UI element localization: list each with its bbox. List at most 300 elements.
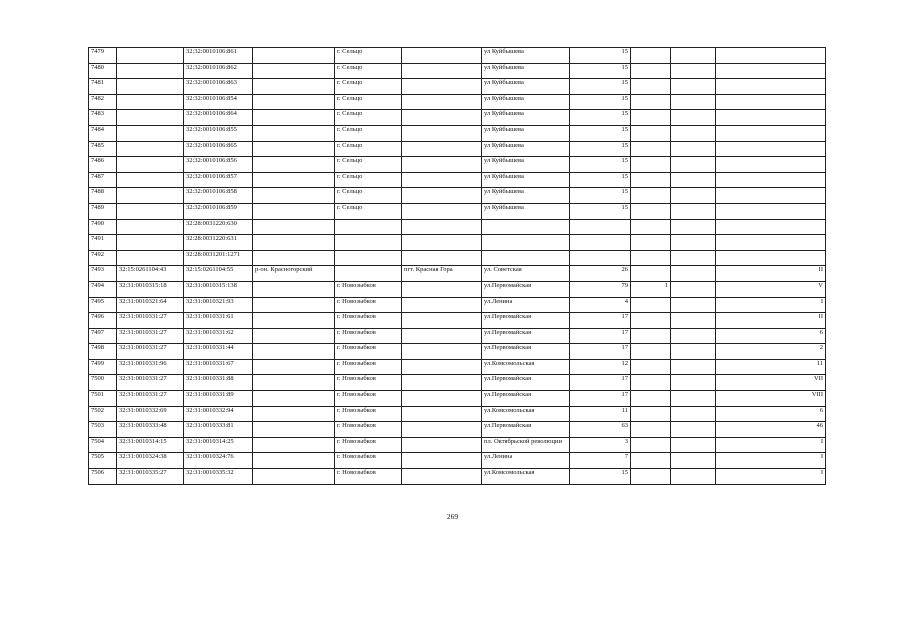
building-cell xyxy=(631,328,671,344)
parcel-cadastral-number-cell xyxy=(117,94,184,110)
building-cell xyxy=(631,203,671,219)
extra-cell xyxy=(671,94,716,110)
street-cell xyxy=(482,219,570,235)
street-cell: ул. Советская xyxy=(482,266,570,282)
cadastral-number-cell: 32:15:0261104:55 xyxy=(184,266,253,282)
parcel-cadastral-number-cell: 32:31:0010331:96 xyxy=(117,359,184,375)
house-number-cell: 17 xyxy=(570,313,631,329)
building-cell xyxy=(631,344,671,360)
extra-cell xyxy=(671,281,716,297)
record-number-cell: 7493 xyxy=(89,266,117,282)
district-cell xyxy=(253,281,335,297)
table-row xyxy=(89,172,826,188)
table-row xyxy=(89,141,826,157)
record-number-cell: 7489 xyxy=(89,203,117,219)
district-cell xyxy=(253,188,335,204)
street-cell xyxy=(482,250,570,266)
record-number-cell: 7486 xyxy=(89,157,117,173)
parcel-cadastral-number-cell xyxy=(117,157,184,173)
city-cell: г. Новозыбков xyxy=(335,375,402,391)
premises-number-cell xyxy=(716,219,826,235)
building-cell xyxy=(631,250,671,266)
premises-number-cell xyxy=(716,250,826,266)
building-cell xyxy=(631,375,671,391)
premises-number-cell xyxy=(716,63,826,79)
street-cell: ул Куйбышева xyxy=(482,125,570,141)
city-cell: г. Новозыбков xyxy=(335,281,402,297)
settlement-cell xyxy=(402,94,482,110)
district-cell xyxy=(253,328,335,344)
extra-cell xyxy=(671,79,716,95)
street-cell: пл. Октябрьской революции xyxy=(482,437,570,453)
extra-cell xyxy=(671,203,716,219)
parcel-cadastral-number-cell: 32:31:0010315:18 xyxy=(117,281,184,297)
cadastral-number-cell: 32:31:0010332:94 xyxy=(184,406,253,422)
street-cell: ул.Первомайская xyxy=(482,281,570,297)
table-row xyxy=(89,297,826,313)
page-number: 269 xyxy=(446,512,459,521)
city-cell xyxy=(335,219,402,235)
parcel-cadastral-number-cell: 32:31:0010335:27 xyxy=(117,469,184,485)
district-cell xyxy=(253,63,335,79)
extra-cell xyxy=(671,297,716,313)
settlement-cell xyxy=(402,328,482,344)
extra-cell xyxy=(671,250,716,266)
house-number-cell: 15 xyxy=(570,172,631,188)
premises-number-cell xyxy=(716,172,826,188)
premises-number-cell xyxy=(716,48,826,64)
premises-number-cell xyxy=(716,125,826,141)
house-number-cell: 15 xyxy=(570,157,631,173)
table-row xyxy=(89,344,826,360)
city-cell: г. Сельцо xyxy=(335,203,402,219)
cadastral-number-cell: 32:32:0010106:863 xyxy=(184,79,253,95)
settlement-cell xyxy=(402,110,482,126)
house-number-cell: 15 xyxy=(570,141,631,157)
table-row xyxy=(89,79,826,95)
cadastral-number-cell: 32:31:0010335:32 xyxy=(184,469,253,485)
house-number-cell: 17 xyxy=(570,344,631,360)
building-cell xyxy=(631,406,671,422)
record-number-cell: 7484 xyxy=(89,125,117,141)
city-cell: г. Новозыбков xyxy=(335,297,402,313)
city-cell: г. Новозыбков xyxy=(335,406,402,422)
district-cell xyxy=(253,110,335,126)
house-number-cell: 4 xyxy=(570,297,631,313)
city-cell: г. Новозыбков xyxy=(335,469,402,485)
premises-number-cell: I xyxy=(716,453,826,469)
cadastral-number-cell: 32:32:0010106:865 xyxy=(184,141,253,157)
city-cell: г. Новозыбков xyxy=(335,453,402,469)
record-number-cell: 7494 xyxy=(89,281,117,297)
parcel-cadastral-number-cell: 32:31:0010331:27 xyxy=(117,313,184,329)
city-cell: г. Новозыбков xyxy=(335,437,402,453)
table-row xyxy=(89,422,826,438)
cadastral-number-cell: 32:32:0010106:859 xyxy=(184,203,253,219)
cadastral-number-cell: 32:32:0010106:854 xyxy=(184,94,253,110)
house-number-cell: 63 xyxy=(570,422,631,438)
table-row xyxy=(89,110,826,126)
record-number-cell: 7503 xyxy=(89,422,117,438)
city-cell: г. Новозыбков xyxy=(335,313,402,329)
settlement-cell xyxy=(402,79,482,95)
record-number-cell: 7501 xyxy=(89,391,117,407)
cadastral-number-cell: 32:31:0010314:25 xyxy=(184,437,253,453)
parcel-cadastral-number-cell xyxy=(117,79,184,95)
parcel-cadastral-number-cell xyxy=(117,172,184,188)
district-cell xyxy=(253,125,335,141)
extra-cell xyxy=(671,266,716,282)
city-cell: г. Сельцо xyxy=(335,94,402,110)
district-cell xyxy=(253,297,335,313)
parcel-cadastral-number-cell xyxy=(117,110,184,126)
house-number-cell: 15 xyxy=(570,188,631,204)
extra-cell xyxy=(671,110,716,126)
parcel-cadastral-number-cell xyxy=(117,219,184,235)
house-number-cell: 79 xyxy=(570,281,631,297)
street-cell: ул.Первомайская xyxy=(482,344,570,360)
house-number-cell: 15 xyxy=(570,469,631,485)
house-number-cell: 12 xyxy=(570,359,631,375)
table-row xyxy=(89,328,826,344)
house-number-cell: 26 xyxy=(570,266,631,282)
district-cell xyxy=(253,203,335,219)
premises-number-cell xyxy=(716,188,826,204)
parcel-cadastral-number-cell: 32:31:0010332:69 xyxy=(117,406,184,422)
table-row xyxy=(89,63,826,79)
extra-cell xyxy=(671,188,716,204)
building-cell xyxy=(631,157,671,173)
house-number-cell: 7 xyxy=(570,453,631,469)
city-cell xyxy=(335,266,402,282)
settlement-cell xyxy=(402,375,482,391)
settlement-cell xyxy=(402,219,482,235)
parcel-cadastral-number-cell xyxy=(117,48,184,64)
house-number-cell: 17 xyxy=(570,328,631,344)
settlement-cell xyxy=(402,297,482,313)
building-cell xyxy=(631,469,671,485)
district-cell xyxy=(253,94,335,110)
extra-cell xyxy=(671,359,716,375)
table-row xyxy=(89,281,826,297)
district-cell xyxy=(253,219,335,235)
table-row xyxy=(89,469,826,485)
street-cell: ул.Комсомольская xyxy=(482,469,570,485)
extra-cell xyxy=(671,157,716,173)
table-row xyxy=(89,266,826,282)
record-number-cell: 7488 xyxy=(89,188,117,204)
registry-table xyxy=(88,47,826,485)
cadastral-number-cell: 32:31:0010324:76 xyxy=(184,453,253,469)
premises-number-cell xyxy=(716,110,826,126)
table-row xyxy=(89,94,826,110)
settlement-cell xyxy=(402,188,482,204)
district-cell xyxy=(253,422,335,438)
street-cell: ул.Первомайская xyxy=(482,375,570,391)
building-cell xyxy=(631,125,671,141)
building-cell xyxy=(631,437,671,453)
record-number-cell: 7483 xyxy=(89,110,117,126)
record-number-cell: 7502 xyxy=(89,406,117,422)
premises-number-cell: I xyxy=(716,297,826,313)
premises-number-cell: I xyxy=(716,469,826,485)
district-cell: р-он. Красногорский xyxy=(253,266,335,282)
city-cell: г. Новозыбков xyxy=(335,344,402,360)
extra-cell xyxy=(671,422,716,438)
premises-number-cell: II xyxy=(716,313,826,329)
street-cell: ул Куйбышева xyxy=(482,157,570,173)
settlement-cell xyxy=(402,422,482,438)
table-row xyxy=(89,359,826,375)
extra-cell xyxy=(671,235,716,251)
premises-number-cell: 46 xyxy=(716,422,826,438)
cadastral-number-cell: 32:31:0010315:138 xyxy=(184,281,253,297)
city-cell: г. Сельцо xyxy=(335,157,402,173)
record-number-cell: 7480 xyxy=(89,63,117,79)
premises-number-cell: VIII xyxy=(716,391,826,407)
record-number-cell: 7497 xyxy=(89,328,117,344)
district-cell xyxy=(253,79,335,95)
extra-cell xyxy=(671,219,716,235)
extra-cell xyxy=(671,391,716,407)
cadastral-number-cell: 32:31:0010331:44 xyxy=(184,344,253,360)
extra-cell xyxy=(671,125,716,141)
street-cell xyxy=(482,235,570,251)
settlement-cell xyxy=(402,203,482,219)
parcel-cadastral-number-cell: 32:31:0010333:48 xyxy=(117,422,184,438)
cadastral-number-cell: 32:31:0010331:61 xyxy=(184,313,253,329)
street-cell: ул Куйбышева xyxy=(482,79,570,95)
record-number-cell: 7500 xyxy=(89,375,117,391)
city-cell xyxy=(335,250,402,266)
record-number-cell: 7479 xyxy=(89,48,117,64)
record-number-cell: 7492 xyxy=(89,250,117,266)
settlement-cell xyxy=(402,157,482,173)
table-row xyxy=(89,453,826,469)
registry-rows xyxy=(89,48,826,485)
record-number-cell: 7496 xyxy=(89,313,117,329)
city-cell: г. Сельцо xyxy=(335,125,402,141)
district-cell xyxy=(253,313,335,329)
cadastral-number-cell: 32:28:0031201:1271 xyxy=(184,250,253,266)
building-cell xyxy=(631,313,671,329)
extra-cell xyxy=(671,375,716,391)
record-number-cell: 7485 xyxy=(89,141,117,157)
building-cell xyxy=(631,219,671,235)
building-cell xyxy=(631,235,671,251)
building-cell xyxy=(631,422,671,438)
table-row xyxy=(89,219,826,235)
house-number-cell xyxy=(570,235,631,251)
settlement-cell xyxy=(402,250,482,266)
extra-cell xyxy=(671,313,716,329)
district-cell xyxy=(253,453,335,469)
record-number-cell: 7491 xyxy=(89,235,117,251)
city-cell: г. Сельцо xyxy=(335,188,402,204)
record-number-cell: 7490 xyxy=(89,219,117,235)
street-cell: ул.Первомайская xyxy=(482,391,570,407)
premises-number-cell xyxy=(716,79,826,95)
parcel-cadastral-number-cell: 32:31:0010314:15 xyxy=(117,437,184,453)
settlement-cell xyxy=(402,125,482,141)
street-cell: ул Куйбышева xyxy=(482,63,570,79)
extra-cell xyxy=(671,328,716,344)
street-cell: ул.Первомайская xyxy=(482,422,570,438)
cadastral-number-cell: 32:31:0010331:62 xyxy=(184,328,253,344)
table-row xyxy=(89,437,826,453)
building-cell xyxy=(631,266,671,282)
record-number-cell: 7499 xyxy=(89,359,117,375)
building-cell xyxy=(631,94,671,110)
cadastral-number-cell: 32:32:0010106:856 xyxy=(184,157,253,173)
premises-number-cell xyxy=(716,235,826,251)
settlement-cell xyxy=(402,141,482,157)
cadastral-number-cell: 32:31:0010331:88 xyxy=(184,375,253,391)
settlement-cell: пгт. Красная Гора xyxy=(402,266,482,282)
cadastral-number-cell: 32:31:0010331:89 xyxy=(184,391,253,407)
record-number-cell: 7505 xyxy=(89,453,117,469)
cadastral-number-cell: 32:31:0010321:93 xyxy=(184,297,253,313)
district-cell xyxy=(253,157,335,173)
street-cell: ул Куйбышева xyxy=(482,203,570,219)
district-cell xyxy=(253,375,335,391)
street-cell: ул.Комсомольская xyxy=(482,406,570,422)
premises-number-cell xyxy=(716,94,826,110)
house-number-cell: 3 xyxy=(570,437,631,453)
table-row xyxy=(89,188,826,204)
street-cell: ул.Комсомольская xyxy=(482,359,570,375)
house-number-cell: 15 xyxy=(570,125,631,141)
extra-cell xyxy=(671,453,716,469)
settlement-cell xyxy=(402,172,482,188)
district-cell xyxy=(253,172,335,188)
house-number-cell: 15 xyxy=(570,79,631,95)
extra-cell xyxy=(671,141,716,157)
house-number-cell: 17 xyxy=(570,391,631,407)
settlement-cell xyxy=(402,359,482,375)
table-row xyxy=(89,203,826,219)
house-number-cell xyxy=(570,250,631,266)
parcel-cadastral-number-cell: 32:31:0010321:64 xyxy=(117,297,184,313)
extra-cell xyxy=(671,406,716,422)
record-number-cell: 7504 xyxy=(89,437,117,453)
premises-number-cell: II xyxy=(716,266,826,282)
table-row xyxy=(89,375,826,391)
city-cell: г. Сельцо xyxy=(335,48,402,64)
table-row xyxy=(89,48,826,64)
city-cell: г. Сельцо xyxy=(335,79,402,95)
street-cell: ул Куйбышева xyxy=(482,110,570,126)
premises-number-cell: 6 xyxy=(716,406,826,422)
building-cell xyxy=(631,297,671,313)
premises-number-cell: V xyxy=(716,281,826,297)
parcel-cadastral-number-cell: 32:31:0010331:27 xyxy=(117,328,184,344)
street-cell: ул Куйбышева xyxy=(482,48,570,64)
parcel-cadastral-number-cell xyxy=(117,125,184,141)
record-number-cell: 7498 xyxy=(89,344,117,360)
district-cell xyxy=(253,48,335,64)
street-cell: ул Куйбышева xyxy=(482,172,570,188)
building-cell xyxy=(631,63,671,79)
district-cell xyxy=(253,437,335,453)
street-cell: ул Куйбышева xyxy=(482,188,570,204)
street-cell: ул.Ленина xyxy=(482,297,570,313)
street-cell: ул.Первомайская xyxy=(482,313,570,329)
building-cell xyxy=(631,188,671,204)
parcel-cadastral-number-cell xyxy=(117,203,184,219)
parcel-cadastral-number-cell: 32:31:0010331:27 xyxy=(117,344,184,360)
building-cell xyxy=(631,79,671,95)
table-row xyxy=(89,157,826,173)
city-cell: г. Сельцо xyxy=(335,172,402,188)
settlement-cell xyxy=(402,344,482,360)
house-number-cell xyxy=(570,219,631,235)
cadastral-number-cell: 32:28:0031220:630 xyxy=(184,219,253,235)
cadastral-number-cell: 32:31:0010333:81 xyxy=(184,422,253,438)
record-number-cell: 7482 xyxy=(89,94,117,110)
record-number-cell: 7487 xyxy=(89,172,117,188)
extra-cell xyxy=(671,469,716,485)
premises-number-cell: VII xyxy=(716,375,826,391)
city-cell xyxy=(335,235,402,251)
extra-cell xyxy=(671,63,716,79)
building-cell xyxy=(631,453,671,469)
table-row xyxy=(89,391,826,407)
settlement-cell xyxy=(402,63,482,79)
building-cell xyxy=(631,48,671,64)
building-cell xyxy=(631,359,671,375)
district-cell xyxy=(253,391,335,407)
district-cell xyxy=(253,359,335,375)
table-row xyxy=(89,250,826,266)
house-number-cell: 17 xyxy=(570,375,631,391)
building-cell xyxy=(631,391,671,407)
settlement-cell xyxy=(402,235,482,251)
city-cell: г. Сельцо xyxy=(335,110,402,126)
settlement-cell xyxy=(402,406,482,422)
record-number-cell: 7481 xyxy=(89,79,117,95)
extra-cell xyxy=(671,344,716,360)
cadastral-number-cell: 32:32:0010106:864 xyxy=(184,110,253,126)
house-number-cell: 15 xyxy=(570,110,631,126)
record-number-cell: 7495 xyxy=(89,297,117,313)
table-row xyxy=(89,235,826,251)
parcel-cadastral-number-cell xyxy=(117,235,184,251)
premises-number-cell xyxy=(716,141,826,157)
settlement-cell xyxy=(402,391,482,407)
premises-number-cell: I xyxy=(716,437,826,453)
district-cell xyxy=(253,344,335,360)
building-cell xyxy=(631,141,671,157)
city-cell: г. Новозыбков xyxy=(335,391,402,407)
settlement-cell xyxy=(402,48,482,64)
street-cell: ул Куйбышева xyxy=(482,94,570,110)
street-cell: ул.Ленина xyxy=(482,453,570,469)
cadastral-number-cell: 32:31:0010331:67 xyxy=(184,359,253,375)
city-cell: г. Сельцо xyxy=(335,141,402,157)
house-number-cell: 15 xyxy=(570,203,631,219)
district-cell xyxy=(253,141,335,157)
parcel-cadastral-number-cell xyxy=(117,250,184,266)
house-number-cell: 11 xyxy=(570,406,631,422)
settlement-cell xyxy=(402,437,482,453)
street-cell: ул.Первомайская xyxy=(482,328,570,344)
premises-number-cell: 6 xyxy=(716,328,826,344)
premises-number-cell xyxy=(716,203,826,219)
district-cell xyxy=(253,235,335,251)
extra-cell xyxy=(671,48,716,64)
district-cell xyxy=(253,406,335,422)
